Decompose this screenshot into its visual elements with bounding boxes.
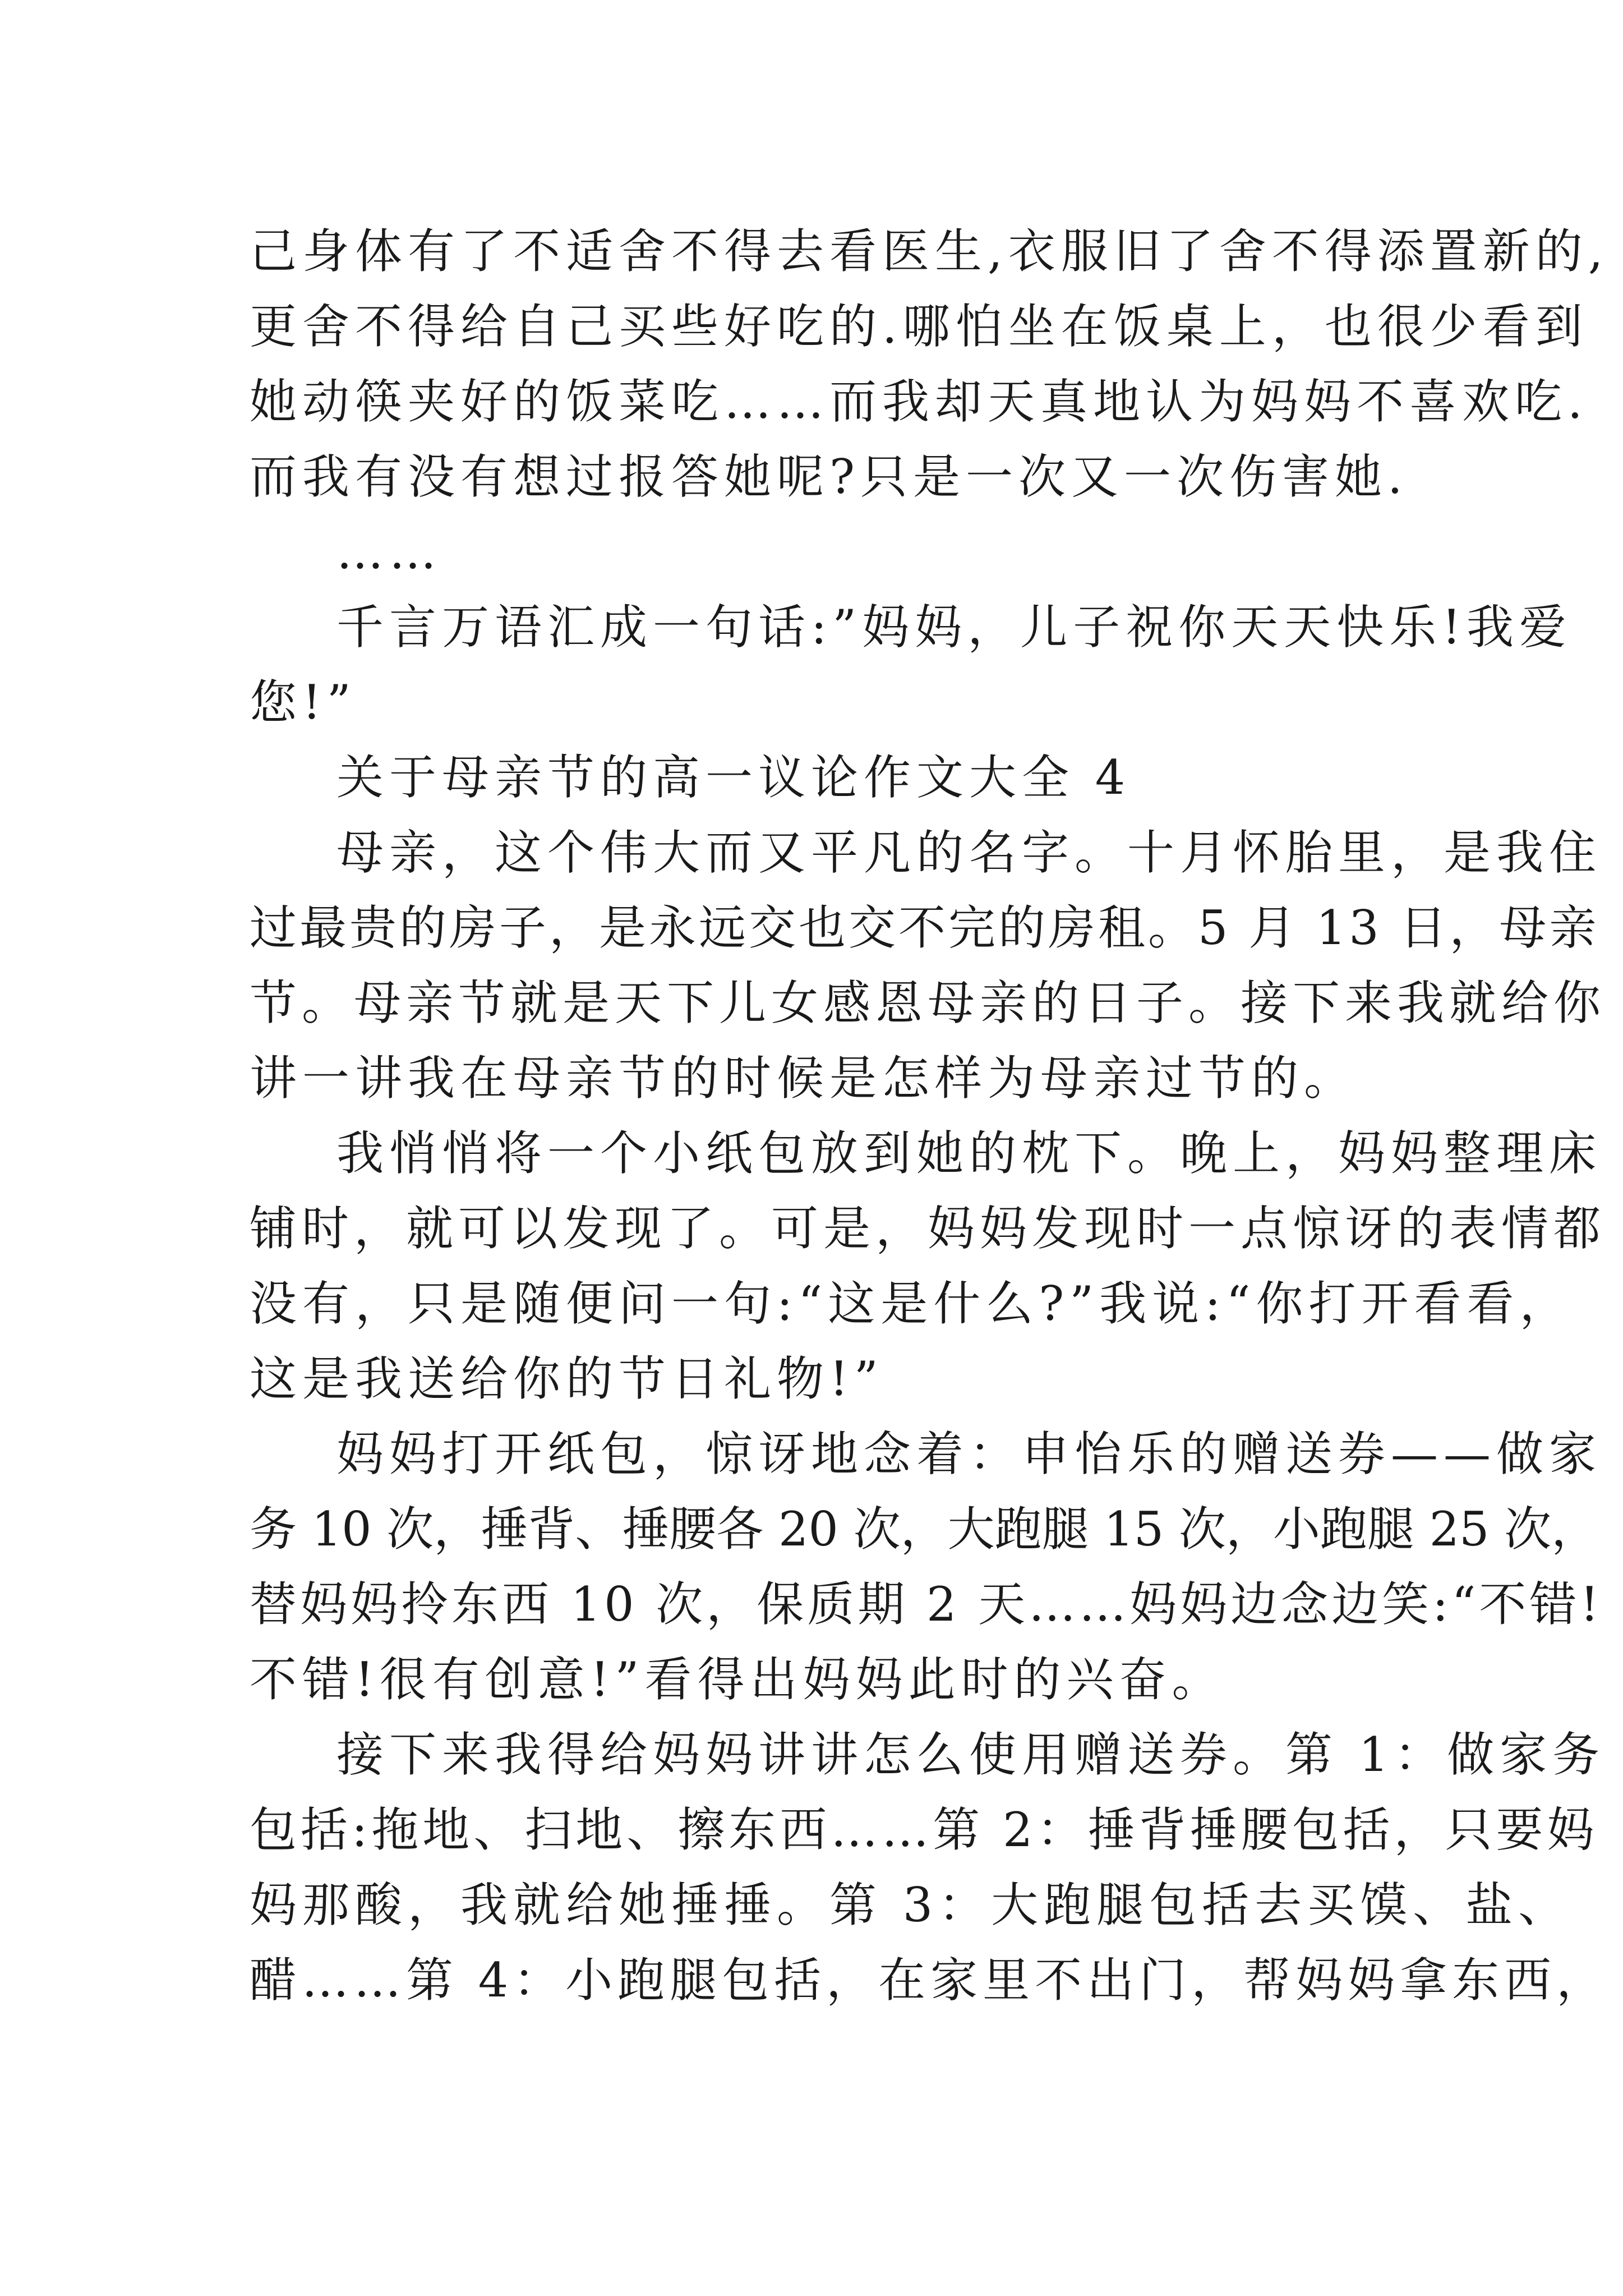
text-line: 这是我送给你的节日礼物!” [250, 1351, 884, 1406]
text-line: …… [336, 524, 442, 579]
text-line: 我悄悄将一个小纸包放到她的枕下。晚上，妈妈整理床 [336, 1126, 1602, 1181]
text-line: 而我有没有想过报答她呢?只是一次又一次伤害她. [250, 449, 1408, 504]
text-line: 醋……第 4：小跑腿包括，在家里不出门，帮妈妈拿东西， [250, 1953, 1609, 2008]
text-line: 节。母亲节就是天下儿女感恩母亲的日子。接下来我就给你 [250, 976, 1606, 1030]
text-line: 更舍不得给自己买些好吃的.哪怕坐在饭桌上，也很少看到 [250, 299, 1588, 354]
text-line: 千言万语汇成一句话:”妈妈，儿子祝你天天快乐!我爱 [336, 600, 1573, 655]
text-line: 没有，只是随便问一句:“这是什么?”我说:“你打开看看， [250, 1276, 1573, 1331]
text-line: 务 10 次，捶背、捶腰各 20 次，大跑腿 15 次，小跑腿 25 次， [250, 1502, 1599, 1557]
text-line: 接下来我得给妈妈讲讲怎么使用赠送券。第 1：做家务 [336, 1727, 1606, 1782]
text-line: 讲一讲我在母亲节的时候是怎样为母亲过节的。 [250, 1051, 1357, 1106]
section-heading: 关于母亲节的高一议论作文大全 4 [336, 750, 1131, 805]
text-line: 母亲，这个伟大而又平凡的名字。十月怀胎里，是我住 [336, 825, 1602, 880]
text-line: 不错!很有创意!”看得出妈妈此时的兴奋。 [250, 1652, 1225, 1707]
text-line: 己身体有了不适舍不得去看医生,衣服旧了舍不得添置新的, [250, 224, 1609, 279]
text-line: 妈那酸，我就给她捶捶。第 3：大跑腿包括去买馍、盐、 [250, 1878, 1571, 1932]
text-line: 她动筷夹好的饭菜吃……而我却天真地认为妈妈不喜欢吃. [250, 374, 1588, 429]
text-line: 妈妈打开纸包，惊讶地念着：申怡乐的赠送券——做家 [336, 1427, 1602, 1481]
text-line: 您!” [250, 675, 357, 730]
text-line: 包括:拖地、扫地、擦东西……第 2：捶背捶腰包括，只要妈 [250, 1802, 1598, 1857]
text-line: 过最贵的房子，是永远交也交不完的房租。5 月 13 日，母亲 [250, 900, 1599, 955]
text-line: 铺时，就可以发现了。可是，妈妈发现时一点惊讶的表情都 [250, 1201, 1606, 1256]
text-line: 替妈妈拎东西 10 次，保质期 2 天……妈妈边念边笑:“不错! [250, 1577, 1603, 1632]
